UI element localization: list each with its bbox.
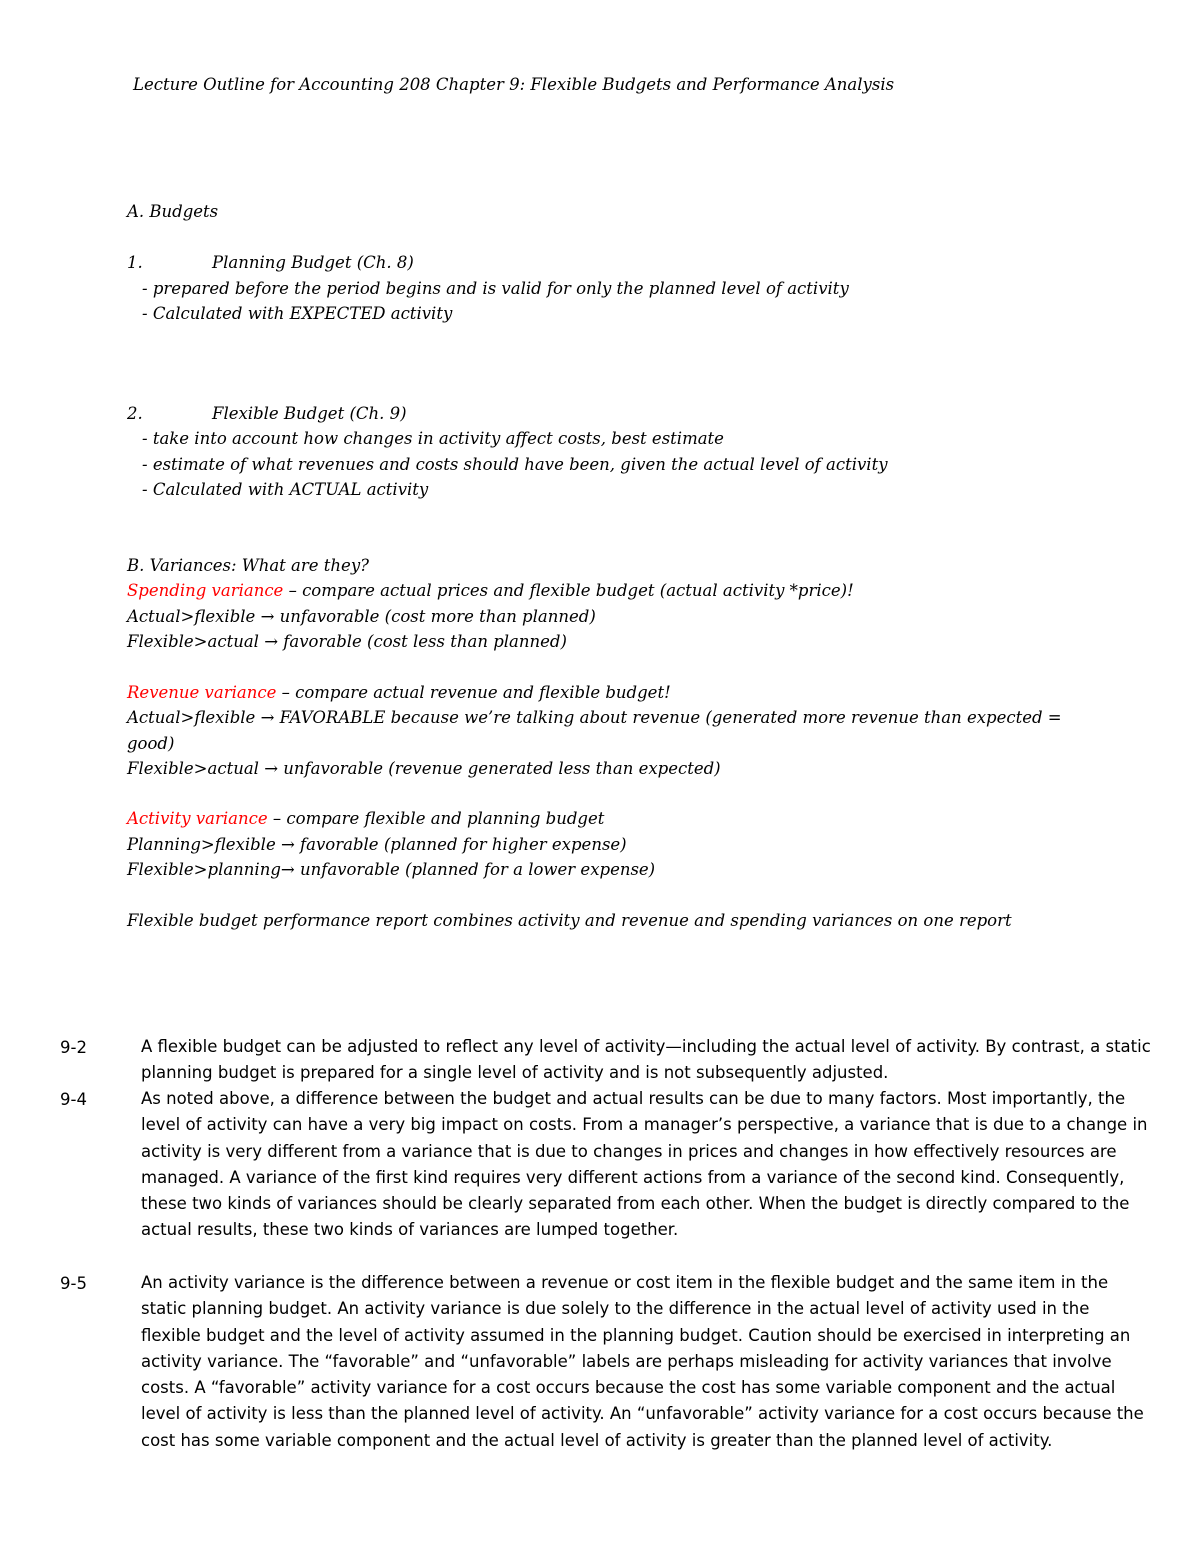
arrow-right-icon: → bbox=[280, 860, 295, 879]
question-number: 9-2 bbox=[60, 1038, 87, 1057]
page-title: Lecture Outline for Accounting 208 Chapter 9: Flexible Budgets and Performance Analysis bbox=[133, 75, 895, 94]
budget-item-1-bullet: - Calculated with EXPECTED activity bbox=[142, 304, 453, 323]
budget-item-2-heading bbox=[127, 404, 407, 423]
activity-variance-text: – compare flexible and planning budget bbox=[267, 809, 605, 828]
spending-variance-text: – compare actual prices and flexible budget (actual activity *price)! bbox=[283, 581, 854, 600]
budget-item-1-bullet: - prepared before the period begins and is valid for only the planned level of activity bbox=[142, 279, 849, 298]
spending-variance-definition bbox=[127, 581, 854, 600]
activity-variance-rule bbox=[127, 860, 655, 879]
activity-variance-term: Activity variance bbox=[127, 809, 268, 828]
revenue-variance-rule-continued: good) bbox=[127, 734, 175, 753]
budget-item-2-bullet: - take into account how changes in activity affect costs, best estimate bbox=[142, 429, 724, 448]
spending-variance-rule bbox=[127, 607, 596, 626]
spending-variance-term: Spending variance bbox=[127, 581, 284, 600]
revenue-variance-term: Revenue variance bbox=[127, 683, 277, 702]
budget-item-2-bullet: - Calculated with ACTUAL activity bbox=[142, 480, 429, 499]
section-b-heading: B. Variances: What are they? bbox=[127, 556, 369, 575]
activity-variance-definition bbox=[127, 809, 604, 828]
question-answer-text: As noted above, a difference between the budget and actual results can be due to many factors. Most importantly, the level of activity can have a very big impact on costs. From a manager’s perspective, a variance that is due to a change in activity is very different from a variance that is due to changes in prices and changes in how effectively resources are managed. A variance of the first kind requires very different actions from a variance of the second kind. Consequently, these two kinds of variances should be clearly separated from each other. When the budget is directly compared to the actual results, these two kinds of variances are lumped together. bbox=[141, 1089, 1148, 1240]
rule-result: unfavorable (revenue generated less than expected) bbox=[278, 759, 721, 778]
revenue-variance-definition bbox=[127, 683, 671, 702]
arrow-right-icon: → bbox=[260, 708, 275, 727]
budget-item-1-number: 1. bbox=[127, 253, 143, 272]
performance-report-summary: Flexible budget performance report combines activity and revenue and spending variances on one report bbox=[127, 911, 1012, 930]
rule-result: FAVORABLE because we’re talking about revenue (generated more revenue than expected = bbox=[274, 708, 1062, 727]
revenue-variance-rule bbox=[127, 708, 1062, 727]
arrow-right-icon: → bbox=[260, 607, 275, 626]
budget-item-2-title: Flexible Budget (Ch. 9) bbox=[212, 404, 407, 423]
budget-item-2-bullet: - estimate of what revenues and costs should have been, given the actual level of activity bbox=[142, 455, 888, 474]
budget-item-1-title: Planning Budget (Ch. 8) bbox=[212, 253, 414, 272]
question-answer-text: An activity variance is the difference between a revenue or cost item in the flexible budget and the same item in the static planning budget. An activity variance is due solely to the difference in the actual level of activity used in the flexible budget and the level of activity assumed in the planning budget. Caution should be exercised in interpreting an activity variance. The “favorable” and “unfavorable” labels are perhaps misleading for activity variances that involve costs. A “favorable” activity variance for a cost occurs because the cost has some variable component and the actual level of activity is less than the planned level of activity. An “unfavorable” activity variance for a cost occurs because the cost has some variable component and the actual level of activity is greater than the planned level of activity. bbox=[141, 1273, 1144, 1450]
rule-condition: Planning>flexible bbox=[127, 835, 281, 854]
arrow-right-icon: → bbox=[280, 835, 295, 854]
question-answer-text: A flexible budget can be adjusted to reflect any level of activity—including the actual level of activity. By contrast, a static planning budget is prepared for a single level of activity and is not subsequently adjusted. bbox=[141, 1037, 1151, 1083]
revenue-variance-text: – compare actual revenue and flexible budget! bbox=[276, 683, 671, 702]
rule-condition: Flexible>actual bbox=[127, 632, 265, 651]
revenue-variance-rule bbox=[127, 759, 721, 778]
rule-condition: Actual>flexible bbox=[127, 708, 261, 727]
arrow-right-icon: → bbox=[264, 632, 279, 651]
rule-condition: Flexible>actual bbox=[127, 759, 265, 778]
question-number: 9-5 bbox=[60, 1274, 87, 1293]
activity-variance-rule bbox=[127, 835, 627, 854]
rule-result: favorable (cost less than planned) bbox=[278, 632, 567, 651]
rule-condition: Actual>flexible bbox=[127, 607, 261, 626]
budget-item-1-heading bbox=[127, 253, 414, 272]
arrow-right-icon: → bbox=[264, 759, 279, 778]
spending-variance-rule bbox=[127, 632, 567, 651]
section-a-heading: A. Budgets bbox=[127, 202, 219, 221]
budget-item-2-number: 2. bbox=[127, 404, 143, 423]
rule-condition: Flexible>planning bbox=[127, 860, 281, 879]
rule-result: favorable (planned for higher expense) bbox=[294, 835, 627, 854]
rule-result: unfavorable (planned for a lower expense) bbox=[294, 860, 656, 879]
rule-result: unfavorable (cost more than planned) bbox=[274, 607, 596, 626]
question-number: 9-4 bbox=[60, 1090, 87, 1109]
